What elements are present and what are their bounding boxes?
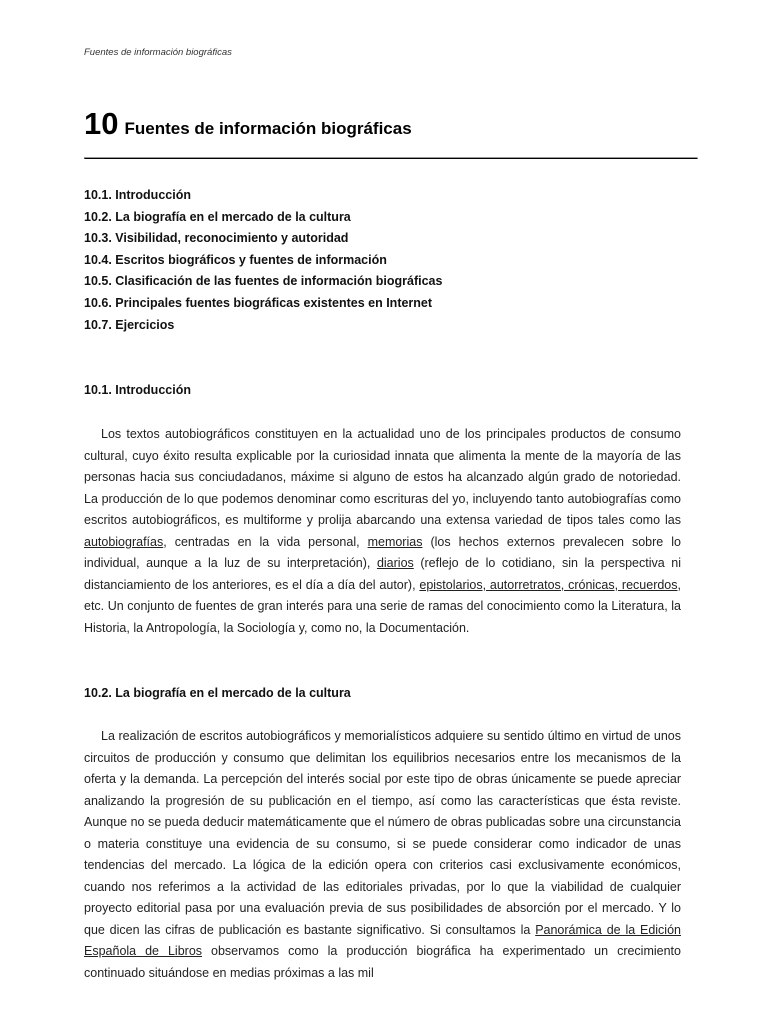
underlined-term: Panorámica de la Edición Española de Libros: [84, 922, 681, 958]
toc-item: 10.7. Ejercicios: [84, 317, 175, 332]
paragraph-text: La realización de escritos autobiográficos y memorialísticos adquiere su sentido último en virtud de unos circuitos de producción y consumo que delimitan los equilibrios necesarios entre los mecanismos de la oferta y la demanda. La percepción del interés social por este tipo de obras únicamente se puede apreciar analizando la progresión de su publicación en el tiempo, así como las características que ésta reviste. Aunque no se pueda deducir matemáticamente que el número de obras publicadas sobre una circunstancia o materia constituye una evidencia de su consumo, si se puede considerar como indicador de unas tendencias del mercado. La lógica de la edición opera con criterios casi exclusivamente económicos, cuando nos referimos a la actividad de las editoriales privadas, por lo que la viabilidad de cualquier proyecto editorial pasa por una evaluación previa de sus posibilidades de absorción por el mercado. Y lo que dicen las cifras de publicación es bastante significativo. Si consultamos la: [84, 729, 681, 937]
underlined-term: epistolarios, autorretratos, crónicas, recuerdos: [419, 577, 678, 592]
chapter-title-text: Fuentes de información biográficas: [124, 119, 412, 138]
underlined-term: autobiografías: [84, 534, 164, 549]
paragraph-text: observamos como la producción biográfica ha experimentado un crecimiento continuado situándose en medias próximas a las mil: [84, 944, 681, 980]
underlined-term: diarios: [376, 556, 414, 570]
title-divider: [84, 157, 698, 159]
chapter-title-block: [84, 108, 698, 159]
section-paragraph-mercado-cultura: [84, 726, 681, 984]
paragraph-text: (los hechos externos prevalecen sobre lo individual, aunque a la luz de su interpretación),: [84, 534, 681, 570]
chapter-title: [84, 108, 698, 157]
table-of-contents: [84, 185, 442, 336]
section-paragraph-introduccion: [84, 424, 681, 639]
section-heading-mercado-cultura: 10.2. La biografía en el mercado de la cultura: [84, 686, 351, 700]
section-heading-introduccion: 10.1. Introducción: [84, 383, 191, 397]
running-header: Fuentes de información biográficas: [84, 47, 232, 58]
toc-item: 10.4. Escritos biográficos y fuentes de información: [84, 252, 387, 267]
underlined-term: memorias: [367, 534, 423, 549]
toc-item: 10.3. Visibilidad, reconocimiento y autoridad: [84, 231, 349, 246]
toc-item: 10.5. Clasificación de las fuentes de información biográficas: [84, 274, 443, 289]
toc-item: 10.1. Introducción: [84, 188, 191, 202]
toc-item: 10.2. La biografía en el mercado de la cultura: [84, 209, 351, 224]
toc-item: 10.6. Principales fuentes biográficas existentes en Internet: [84, 295, 433, 310]
paragraph-text: , centradas en la vida personal,: [163, 534, 368, 549]
paragraph-text: , etc. Un conjunto de fuentes de gran interés para una serie de ramas del conocimiento como la Literatura, la Historia, la Antropología, la Sociología y, como no, la Documentación.: [84, 577, 681, 635]
paragraph-text: (reflejo de lo cotidiano, sin la perspectiva ni distanciamiento de los anteriores, es el día a día del autor),: [84, 556, 681, 592]
chapter-number: 10: [84, 106, 119, 141]
paragraph-text: Los textos autobiográficos constituyen en la actualidad uno de los principales productos de consumo cultural, cuyo éxito resulta explicable por la curiosidad innata que alimenta la mente de la mayoría de las personas hacia sus conciudadanos, máxime si alguno de estos ha alcanzado algún grado de notoriedad. La producción de lo que podemos denominar como escrituras del yo, incluyendo tanto autobiografías como escritos autobiográficos, es multiforme y prolija abarcando una extensa variedad de tipos tales como las: [84, 427, 681, 527]
